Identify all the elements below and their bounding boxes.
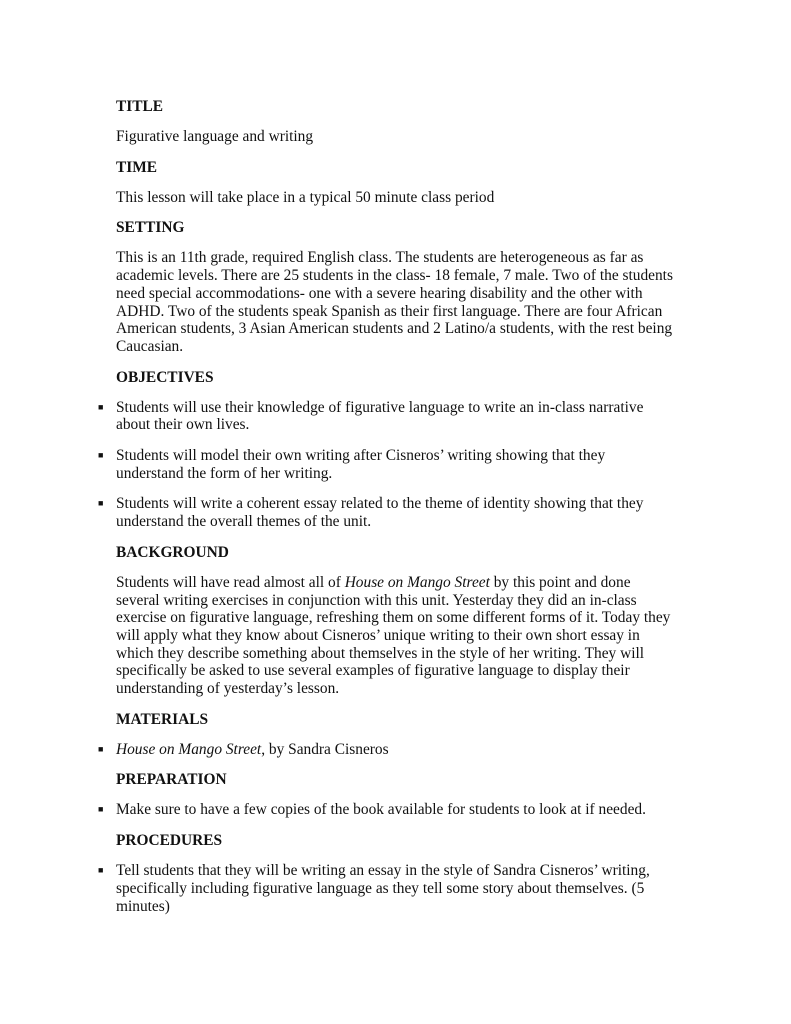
bullet-icon: ■ xyxy=(98,865,104,876)
preparation-text: Make sure to have a few copies of the book available for students to look at if needed. xyxy=(116,801,646,819)
time-text: This lesson will take place in a typical 50 minute class period xyxy=(116,188,495,206)
objective-text: Students will write a coherent essay related to the theme of identity showing that they understand the overall themes of the unit. xyxy=(116,495,644,531)
background-text-end: by this point and done several writing exercises in conjunction with this unit. Yesterday they did an in-class exercise on figurative language, refreshing them on some different forms of it. Today they will apply what they know about Cisneros’ unique writing to their own short essay in which they describe something about themselves in the style of her writing. They will specifically be asked to use several examples of figurative language to display their understanding of yesterday’s lesson. xyxy=(116,573,671,698)
bullet-icon: ■ xyxy=(98,804,104,815)
materials-heading: MATERIALS xyxy=(116,710,209,728)
background-book-title: House on Mango Street xyxy=(344,573,490,591)
background-heading: BACKGROUND xyxy=(116,543,229,561)
bullet-icon: ■ xyxy=(98,743,104,754)
lesson-plan-page xyxy=(98,98,676,928)
title-text: Figurative language and writing xyxy=(116,128,314,145)
bullet-icon: ■ xyxy=(98,450,104,461)
background-text xyxy=(116,574,676,698)
objective-item xyxy=(98,398,676,434)
procedure-item xyxy=(98,862,676,915)
preparation-heading: PREPARATION xyxy=(116,771,227,789)
setting-text: This is an 11th grade, required English class. The students are heterogeneous as far as academic levels. There are 25 students in the class- 18 female, 7 male. Two of the students need special accommodations- one with a severe hearing disability and the other with ADHD. Two of the students speak Spanish as their first language. There are four African American students, 3 Asian American students and 2 Latino/a students, with the rest being Caucasian. xyxy=(116,249,673,355)
objective-item xyxy=(98,447,676,482)
objective-item xyxy=(98,495,676,531)
title-heading: TITLE xyxy=(116,98,164,115)
procedures-list xyxy=(98,862,676,915)
background-text-start: Students will have read almost all of xyxy=(116,573,345,591)
setting-heading: SETTING xyxy=(116,219,185,237)
bullet-icon: ■ xyxy=(98,401,104,412)
time-heading: TIME xyxy=(116,158,158,176)
material-author: , by Sandra Cisneros xyxy=(261,740,389,758)
material-item xyxy=(98,740,676,759)
material-book-title: House on Mango Street xyxy=(116,740,262,758)
procedures-heading: PROCEDURES xyxy=(116,832,223,850)
preparation-item xyxy=(98,801,676,819)
objectives-list xyxy=(98,398,676,531)
bullet-icon: ■ xyxy=(98,498,104,509)
objective-text: Students will use their knowledge of figurative language to write an in-class narrative about their own lives. xyxy=(116,398,644,434)
procedure-text: Tell students that they will be writing an essay in the style of Sandra Cisneros’ writing, specifically including figurative language as they tell some story about themselves. (5 minutes) xyxy=(116,862,650,915)
materials-list xyxy=(98,740,676,759)
preparation-list xyxy=(98,801,676,819)
objective-text: Students will model their own writing after Cisneros’ writing showing that they understand the form of her writing. xyxy=(116,447,606,482)
objectives-heading: OBJECTIVES xyxy=(116,368,214,386)
